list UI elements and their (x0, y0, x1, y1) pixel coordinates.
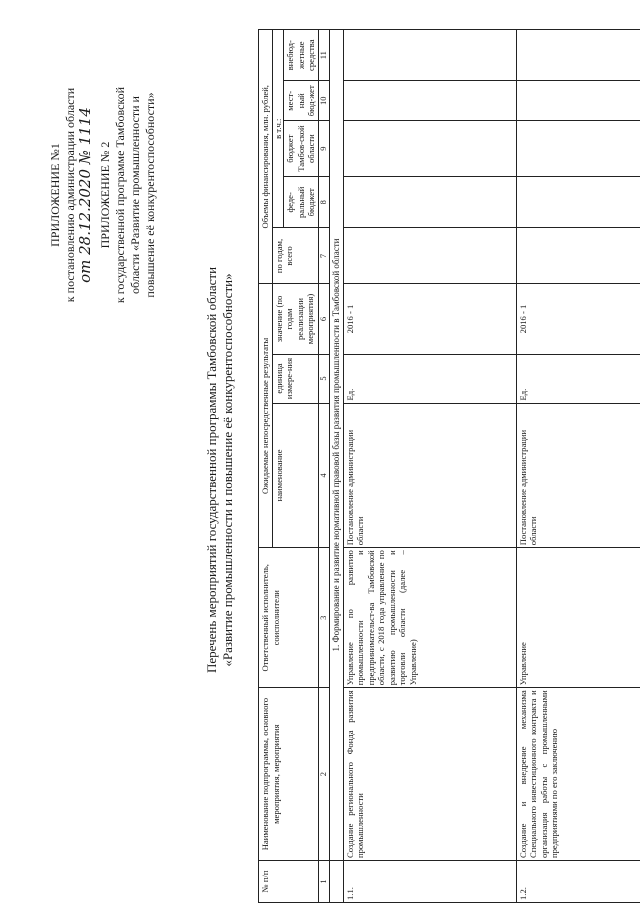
appendix-signature: от 28.12.2020 № 1114 (76, 107, 94, 283)
header-financing-group: Объемы финансирования, млн. рублей, (259, 30, 273, 284)
col-number: 9 (318, 121, 330, 177)
col-number: 8 (318, 177, 330, 228)
appendix-1-line: к постановлению администрации области (63, 87, 77, 303)
appendix-2-line-1: к государственной программе Тамбовской (113, 86, 127, 304)
col-number: 5 (318, 354, 330, 403)
col-number: 7 (318, 228, 330, 284)
header-result-unit: единица измере-ния (272, 354, 318, 403)
row-fin-regional (516, 121, 640, 177)
col-number: 4 (318, 403, 330, 548)
table-row (516, 30, 640, 903)
appendix-1-title: ПРИЛОЖЕНИЕ №1 (48, 143, 62, 247)
header-name: Наименование подпрограммы, основного мероприятия, мероприятия (259, 688, 319, 861)
row-unit: Ед. (516, 354, 640, 403)
header-fin-federal: феде-ральный бюджет (284, 177, 319, 228)
table-row (343, 30, 516, 903)
header-fin-extra: внебюд-жетные средства (284, 30, 319, 81)
col-number: 11 (318, 30, 330, 81)
row-executor: Управление по развитию промышленности и предпринимательст-ва Тамбовской области, с 2018 года управление по развитию промышленности и торговли области (далее – Управление) (343, 548, 516, 688)
row-value: 2016 - 1 (516, 284, 640, 354)
row-fin-federal (516, 177, 640, 228)
col-number: 3 (318, 548, 330, 688)
section-empty-cell (330, 861, 344, 903)
header-num: № п/п (259, 861, 319, 903)
header-fin-incl: в т.ч.: (272, 30, 284, 228)
header-fin-total: по годам, всего (272, 228, 318, 284)
col-number: 10 (318, 81, 330, 121)
col-number: 2 (318, 688, 330, 861)
header-executor: Ответственный исполнитель, соисполнители (259, 548, 319, 688)
appendix-2-title: ПРИЛОЖЕНИЕ № 2 (98, 141, 112, 249)
col-number: 6 (318, 284, 330, 354)
appendix-2-line-3: повышение её конкурентоспособности» (143, 92, 157, 298)
document-title (204, 235, 236, 705)
row-value: 2016 - 1 (343, 284, 516, 354)
header-result-value: значение (по годам реализации мероприятия) (272, 284, 318, 354)
appendix-header (48, 45, 158, 345)
measures-table (258, 29, 640, 903)
row-fin-federal (343, 177, 516, 228)
section-row (330, 30, 344, 903)
row-result: Постановление администрации области (343, 403, 516, 548)
header-result-name: наименование (272, 403, 318, 548)
header-results-group: Ожидаемые непосредственные результаты (259, 284, 273, 548)
row-unit: Ед. (343, 354, 516, 403)
row-fin-extra (343, 30, 516, 81)
row-fin-total (343, 228, 516, 284)
section-title: 1. Формирование и развитие нормативной правовой базы развития промышленности в Тамбовской области (330, 30, 344, 861)
header-fin-regional: бюджет Тамбов-ской области (284, 121, 319, 177)
row-num: 1.2. (516, 861, 640, 903)
col-number: 1 (318, 861, 330, 903)
document-title-line-1: Перечень мероприятий государственной программы Тамбовской области (204, 266, 219, 674)
row-result: Постановление администрации области (516, 403, 640, 548)
row-fin-extra (516, 30, 640, 81)
row-executor: Управление (516, 548, 640, 688)
header-fin-local: мест-ный бюд-жет (284, 81, 319, 121)
row-name: Создание и внедрение механизма Специального инвестиционного контракта и организация работы с промышленными предприятиями по его заключению (516, 688, 640, 861)
column-number-row (318, 30, 330, 903)
row-num: 1.1. (343, 861, 516, 903)
row-name: Создание регионального Фонда развития промышленности (343, 688, 516, 861)
header-row-1 (259, 30, 273, 903)
row-fin-local (343, 81, 516, 121)
row-fin-total (516, 228, 640, 284)
row-fin-local (516, 81, 640, 121)
document-title-line-2: «Развитие промышленности и повышение её конкурентоспособности» (220, 273, 235, 667)
row-fin-regional (343, 121, 516, 177)
appendix-2-line-2: области «Развитие промышленности и (128, 96, 142, 294)
